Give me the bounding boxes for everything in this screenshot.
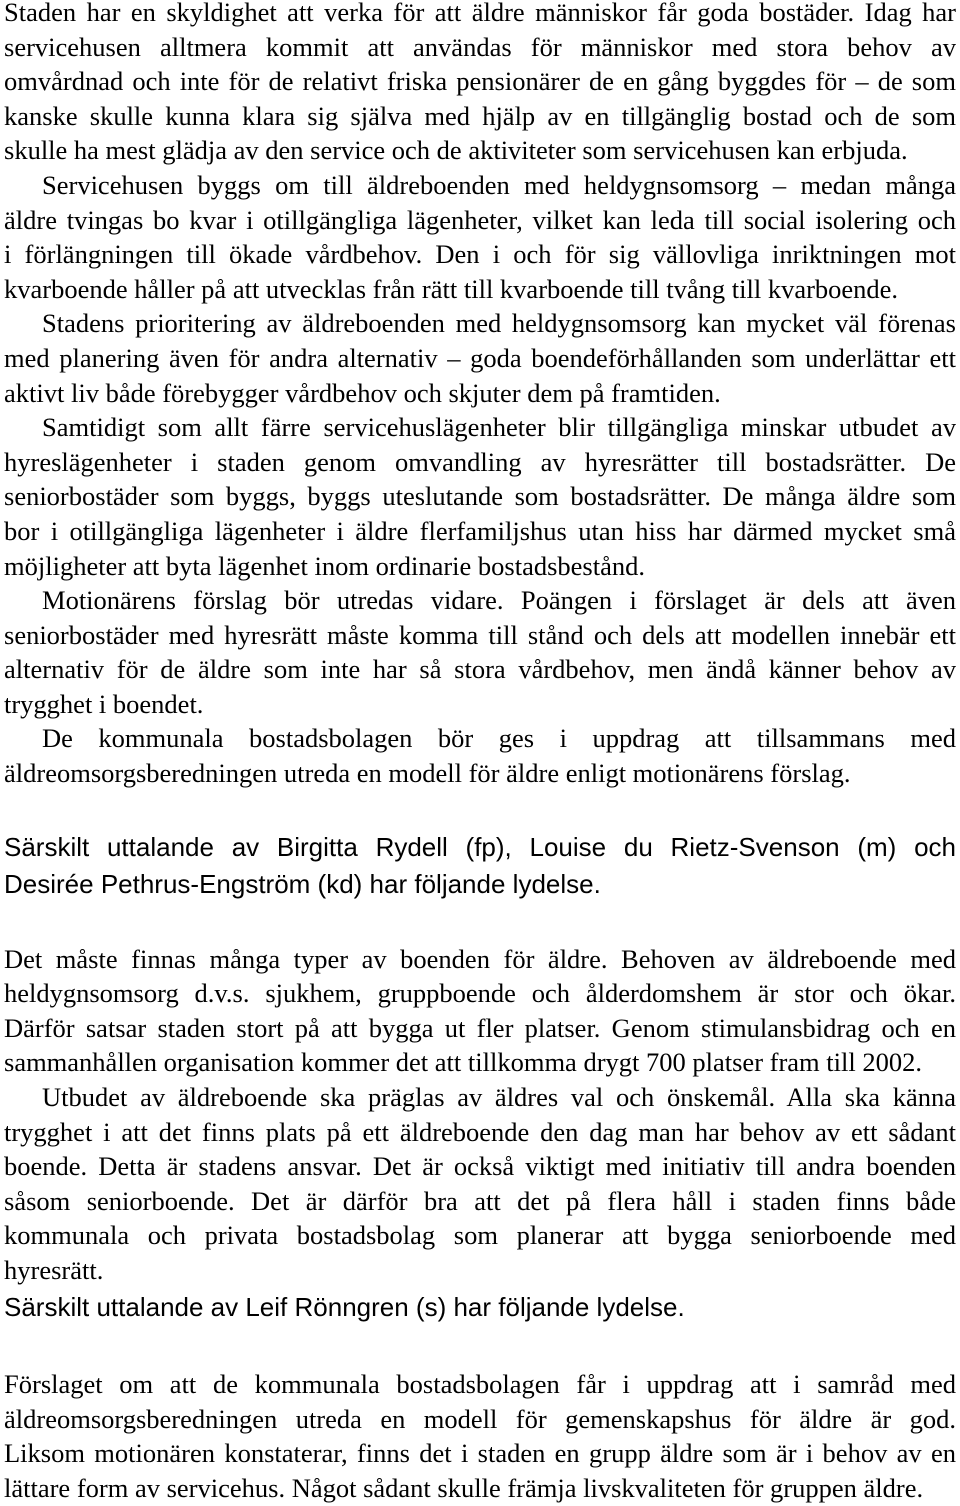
text-line: Stadens prioritering av äldreboenden med heldygnsomsorg kan mycket väl förenas [42, 308, 956, 339]
text-line: hyresrätt. [4, 1254, 104, 1285]
text-line: kommunala och privata bostadsbolag som planerar att bygga seniorboende med [4, 1220, 956, 1251]
text-line: De kommunala bostadsbolagen bör ges i uppdrag att tillsammans med [42, 723, 956, 754]
text-line: boende. Detta är stadens ansvar. Det är också viktigt med initiativ till andra boenden [4, 1151, 956, 1182]
paragraph [4, 1367, 956, 1505]
text-line: sammanhållen organisation kommer det att tillkomma drygt 700 platser fram till 2002. [4, 1047, 922, 1078]
heading-line: Desirée Pethrus-Engström (kd) har följande lydelse. [4, 869, 601, 900]
text-line: Utbudet av äldreboende ska präglas av äldres val och önskemål. Alla ska känna [42, 1081, 956, 1112]
text-line: äldre tvingas bo kvar i otillgängliga lägenheter, vilket kan leda till social isolering och [4, 204, 956, 235]
text-line: servicehusen alltmera kommit att användas för människor med stora behov av [4, 31, 956, 62]
text-line: Staden har en skyldighet att verka för att äldre människor får goda bostäder. Idag har [4, 0, 956, 27]
text-line: Förslaget om att de kommunala bostadsbolagen får i uppdrag att i samråd med [4, 1368, 956, 1399]
paragraph [4, 1080, 956, 1288]
text-line: äldreomsorgsberedningen utreda en modell för gemenskapshus för äldre är god. [4, 1403, 956, 1434]
paragraph [4, 168, 956, 306]
text-line: äldreomsorgsberedningen utreda en modell för äldre enligt motionärens förslag. [4, 758, 851, 789]
text-line: lättare form av servicehus. Något sådant skulle främja livskvaliteten för gruppen äldre. [4, 1472, 924, 1503]
text-line: trygghet i boendet. [4, 688, 204, 719]
text-line: trygghet i att det finns plats på ett äldreboende den dag man har behov av ett sådant [4, 1116, 956, 1147]
text-line: omvårdnad och inte för de relativt friska pensionärer de en gång byggdes för – de som [4, 66, 956, 97]
text-line: Det måste finnas många typer av boenden för äldre. Behoven av äldreboende med [4, 943, 956, 974]
text-line: skulle ha mest glädja av den service och de aktiviteter som servicehusen kan erbjuda. [4, 135, 908, 166]
paragraph [4, 721, 956, 790]
statement-heading [4, 829, 956, 903]
heading-line: Särskilt uttalande av Leif Rönngren (s) har följande lydelse. [4, 1292, 685, 1323]
statement-heading [4, 1289, 956, 1326]
text-line: Samtidigt som allt färre servicehuslägenheter blir tillgängliga minskar utbudet av [42, 412, 956, 443]
text-line: Därför satsar staden stort på att bygga ut fler platser. Genom stimulansbidrag och en [4, 1012, 956, 1043]
text-line: aktivt liv både förebygger vårdbehov och skjuter dem på framtiden. [4, 377, 721, 408]
paragraph [4, 583, 956, 721]
statement-body [4, 942, 956, 1288]
paragraph [4, 0, 956, 168]
text-line: seniorbostäder med hyresrätt måste komma till stånd och dels att modellen innebär ett [4, 619, 956, 650]
text-line: Liksom motionären konstaterar, finns det i staden en grupp äldre som är i behov av en [4, 1438, 956, 1469]
text-line: möjligheter att byta lägenhet inom ordinarie bostadsbestånd. [4, 550, 645, 581]
document-page [4, 0, 956, 1505]
statement-body [4, 1367, 956, 1505]
text-line: Servicehusen byggs om till äldreboenden med heldygnsomsorg – medan många [42, 169, 956, 200]
text-line: kvarboende håller på att utvecklas från rätt till kvarboende till tvång till kvarboende. [4, 273, 899, 304]
text-line: såsom seniorboende. Det är därför bra att det på flera håll i staden finns både [4, 1185, 956, 1216]
paragraph [4, 410, 956, 583]
text-line: seniorbostäder som byggs, byggs uteslutande som bostadsrätter. De många äldre som [4, 481, 956, 512]
text-line: heldygnsomsorg d.v.s. sjukhem, gruppboende och ålderdomshem är stor och ökar. [4, 978, 956, 1009]
heading-line: Särskilt uttalande av Birgitta Rydell (fp), Louise du Rietz-Svenson (m) och [4, 832, 956, 863]
text-line: bor i otillgängliga lägenheter i äldre flerfamiljshus utan hiss har därmed mycket små [4, 515, 956, 546]
paragraph [4, 306, 956, 410]
text-line: i förlängningen till ökade vårdbehov. Den i och för sig vällovliga inriktningen mot [4, 239, 956, 270]
motion-text [4, 0, 956, 791]
text-line: kanske skulle kunna klara sig själva med hjälp av en tillgänglig bostad och de som [4, 100, 956, 131]
text-line: med planering även för andra alternativ – goda boendeförhållanden som underlättar ett [4, 342, 956, 373]
text-line: alternativ för de äldre som inte har så stora vårdbehov, men ändå känner behov av [4, 654, 956, 685]
text-line: Motionärens förslag bör utredas vidare. Poängen i förslaget är dels att även [42, 585, 956, 616]
text-line: hyreslägenheter i staden genom omvandling av hyresrätter till bostadsrätter. De [4, 446, 956, 477]
paragraph [4, 942, 956, 1080]
